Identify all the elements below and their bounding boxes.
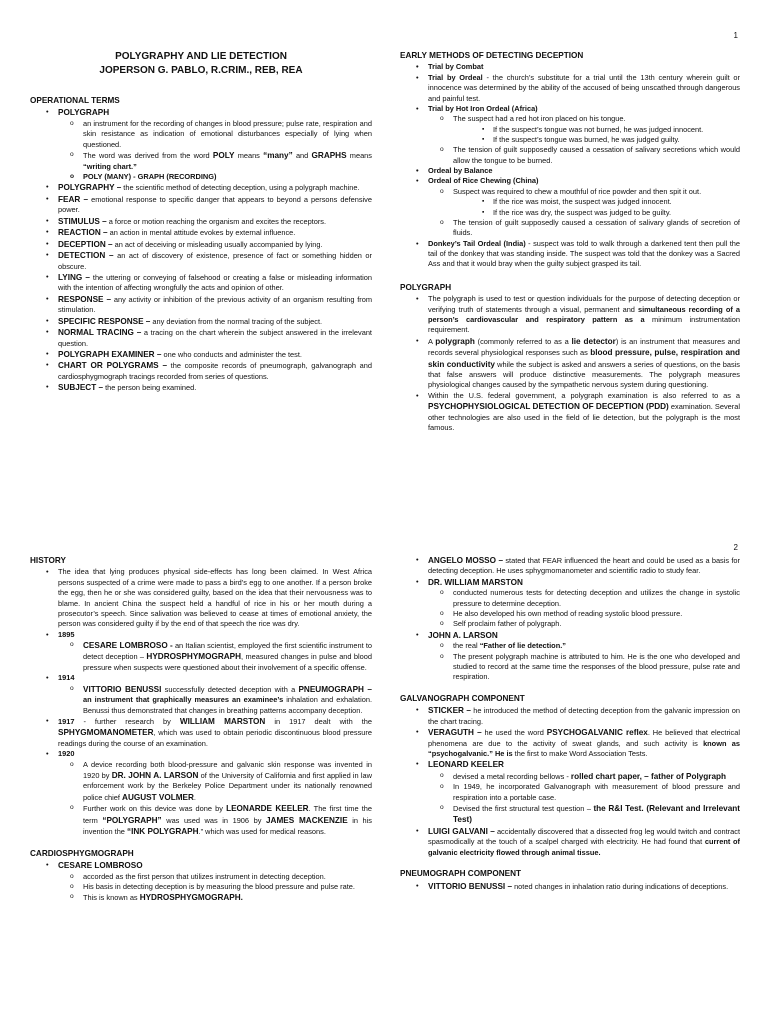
list-item: • The idea that lying produces physical side-effects has long been claimed. In West Africa persons suspected of a crime were made to pass a bird’s egg to one another. If a person broke the egg, then he or she was considered guilty, based on the idea that their nervousness was to blame. In ancient China the suspect held a handful of rice in his or her mouth during a prosecutor’s speech. Since salivation was believed to cease at times of emotional anxiety, the person was considered guilty if by the end of that speech the rice was dry. [30, 567, 372, 629]
list-item: o CESARE LOMBROSO - an Italian scientist, employed the first scientific instrument to detect deception – HYDROSPHYMOGRAPH, measured changes in pulse and blood pressure when suspects were questioned about their involvement of a specific offense. [58, 640, 372, 673]
page2-right-column [400, 555, 740, 892]
list-item: • 1917 - further research by WILLIAM MARSTON in 1917 dealt with the SPHYGMOMANOMETER, which was used to obtain periodic discontinuous blood pressure readings during the course of an examination. [30, 716, 372, 749]
list-item: o His basis in detecting deception is by measuring the blood pressure and pulse rate. [58, 882, 372, 892]
list-item: o Further work on this device was done by LEONARDE KEELER. The first time the term “POLYGRAPH” was used was in 1906 by JAMES MACKENZIE in his invention the “INK POLYGRAPH.” which was used for medical reasons. [58, 803, 372, 837]
list-item: • Ordeal of Rice Chewing (China) o Suspect was required to chew a mouthful of rice powder and then spit it out. ▪ If the rice was moist, the suspect was judged innocent. ▪ If the rice was dry, the suspect was judged to be guilty. o The tension of guilt supposedly caused a cessation of salivary glands of secretion of fluids. [400, 176, 740, 238]
list-item: • The polygraph is used to test or question individuals for the purpose of detecting deception or verifying truth of statements through a visual, permanent and simultaneous recording of a person’s cardiovascular and respiratory pattern as a minimum instrumentation requirement. [400, 294, 740, 335]
section-heading-cardiosphygmograph: CARDIOSPHYGMOGRAPH [30, 848, 134, 858]
page1-left-column [30, 50, 372, 394]
list-item: o Suspect was required to chew a mouthful of rice powder and then spit it out. ▪ If the rice was moist, the suspect was judged innocent. ▪ If the rice was dry, the suspect was judged to be guilty. [428, 187, 740, 218]
list-item: • REACTION – an action in mental attitude evokes by external influence. [30, 227, 372, 238]
list-item: • ANGELO MOSSO – stated that FEAR influenced the heart and could be used as a basis for detecting deception. He uses sphygmomanometer and scientific radio to study fear. [400, 555, 740, 577]
list-item: • CHART OR POLYGRAMS – the composite records of pneumograph, galvanograph and cardiosphygmograph tracings recorded from series of questions. [30, 360, 372, 382]
list-item: o The suspect had a red hot iron placed on his tongue. ▪ If the suspect’s tongue was not burned, he was judged innocent. ▪ If the suspect’s tongue was burned, he was judged guilty. [428, 114, 740, 145]
list-item: o Self proclaim father of polygraph. [428, 619, 740, 629]
early-methods-list [400, 62, 740, 269]
cardio-list [30, 860, 372, 904]
list-item: • STIMULUS – a force or motion reaching the organism and excites the receptors. [30, 216, 372, 227]
list-item: • Ordeal by Balance [400, 166, 740, 176]
list-item: o The tension of guilt supposedly caused a cessation of salivary secretions which would allow the tongue to be burned. [428, 145, 740, 166]
list-item: • A polygraph (commonly referred to as a lie detector) is an instrument that measures and records several physiological responses such as blood pressure, pulse, respiration and skin conductivity while the subject is asked and answers a series of questions, on the basis that false answers will produce distinctive measurements. The polygraph measures physiological changes caused by the sympathetic nervous system during questioning. [400, 336, 740, 391]
pioneers-list [400, 555, 740, 683]
list-item: • POLYGRAPH EXAMINER – one who conducts and administer the test. [30, 349, 372, 360]
list-item: • DECEPTION – an act of deceiving or misleading usually accompanied by lying. [30, 239, 372, 250]
page2-left-column [30, 555, 372, 904]
polygraph-list [400, 294, 740, 433]
list-item: • POLYGRAPHY – the scientific method of detecting deception, using a polygraph machine. [30, 182, 372, 193]
list-item: • JOHN A. LARSON o the real “Father of lie detection.” o The present polygraph machine is attributed to him. He is the one who developed and studied to record at the same time the responses of the blood pressure, pulse rate and respiration. [400, 630, 740, 683]
list-item: • Within the U.S. federal government, a polygraph examination is also referred to as a PSYCHOPHYSIOLOGICAL DETECTION OF DECEPTION (PDD) examination. Several other technologies are also used in the field of lie detection, but the polygraph is the most famous. [400, 391, 740, 434]
term-polygraph: POLYGRAPH [58, 108, 110, 118]
section-heading-operational-terms: OPERATIONAL TERMS [30, 96, 120, 105]
list-item: ▪ If the suspect’s tongue was burned, he was judged guilty. [453, 135, 740, 145]
list-item: o In 1949, he incorporated Galvanograph with measurement of blood pressure and respiration into a portable case. [428, 782, 740, 803]
section-heading-early-methods: EARLY METHODS OF DETECTING DECEPTION [400, 51, 584, 60]
list-item: • SPECIFIC RESPONSE – any deviation from the normal tracing of the subject. [30, 316, 372, 327]
list-item: o accorded as the first person that utilizes instrument in detecting deception. [58, 872, 372, 882]
list-item: o the real “Father of lie detection.” [428, 641, 740, 651]
list-item: • FEAR – emotional response to specific danger that appears to beyond a persons defensive power. [30, 194, 372, 216]
list-item: o an instrument for the recording of changes in blood pressure; pulse rate, respiration and skin resistance as indication of emotional disturbances especially of lying when questioned. [58, 119, 372, 150]
list-item: • CESARE LOMBROSO o accorded as the first person that utilizes instrument in detecting deception. o His basis in detecting deception is by measuring the blood pressure and pulse rate. o This is known as HYDROSPHYGMOGRAPH. [30, 860, 372, 904]
list-item: • LYING – the uttering or conveying of falsehood or creating a false or misleading information with the intention of affecting wrongfully the acts and opinion of other. [30, 272, 372, 294]
list-item: • 1895 o CESARE LOMBROSO - an Italian scientist, employed the first scientific instrument to detect deception – HYDROSPHYMOGRAPH, measured changes in pulse and blood pressure when suspects were questioned about their involvement of a specific offense. [30, 630, 372, 674]
list-item: • Donkey’s Tail Ordeal (India) - suspect was told to walk through a darkened tent then pull the tail of the donkey that was standing inside. The suspect was told that the donkey was a Sacred Ass and that it would bray when the guilty subject grasped its tail. [400, 239, 740, 270]
section-heading-pneumograph: PNEUMOGRAPH COMPONENT [400, 869, 521, 879]
list-item: o VITTORIO BENUSSI successfully detected deception with a PNEUMOGRAPH – an instrument that graphically measures an examinee’s inhalation and exhalation. Benussi thus demonstrated that changes in breathing patterns accompany deception. [58, 684, 372, 716]
list-item: o The present polygraph machine is attributed to him. He is the one who developed and studied to record at the same time the responses of the blood pressure, pulse rate and respiration. [428, 652, 740, 683]
list-item: o A device recording both blood-pressure and galvanic skin response was invented in 1920 by DR. JOHN A. LARSON of the University of California and first applied in law enforcement work by the Berkeley Police Department under its nationally renowned police chief AUGUST VOLMER. [58, 760, 372, 804]
page-number: 1 [733, 31, 738, 40]
page1-right-column [400, 50, 740, 433]
list-item: • NORMAL TRACING – a tracing on the chart wherein the subject answered in the irrelevant question. [30, 327, 372, 349]
history-list [30, 567, 372, 837]
document-page-2 [0, 512, 768, 1024]
list-item: • RESPONSE – any activity or inhibition of the previous activity of an organism resulting from stimulation. [30, 294, 372, 316]
document-title: POLYGRAPHY AND LIE DETECTION [115, 51, 287, 62]
list-item: o The tension of guilt supposedly caused a cessation of salivary glands of secretion of fluids. [428, 218, 740, 239]
list-item: o He also developed his own method of reading systolic blood pressure. [428, 609, 740, 619]
section-heading-galvanograph: GALVANOGRAPH COMPONENT [400, 693, 525, 703]
list-item: o Devised the first structural test question – the R&I Test. (Relevant and Irrelevant Test) [428, 803, 740, 826]
list-item: o conducted numerous tests for detecting deception and utilizes the change in systolic pressure to determine deception. [428, 588, 740, 609]
list-item: ▪ If the rice was moist, the suspect was judged innocent. [453, 197, 740, 207]
list-item: o POLY (MANY) - GRAPH (RECORDING) [58, 172, 372, 182]
list-item: • SUBJECT – the person being examined. [30, 382, 372, 393]
list-item: • STICKER – he introduced the method of detecting deception from the galvanic impression on the chart tracing. [400, 705, 740, 727]
section-heading-polygraph: POLYGRAPH [400, 282, 452, 292]
list-item: • VERAGUTH – he used the word PSYCHOGALVANIC reflex. He believed that electrical phenomena are due to the activity of sweat glands, and such activity is known as “psychogalvanic.” He is the first to make Word Association Tests. [400, 727, 740, 759]
operational-terms-list [30, 107, 372, 393]
document-author: JOPERSON G. PABLO, R.CRIM., REB, REA [99, 64, 303, 76]
list-item: • DETECTION – an act of discovery of existence, presence of fact or something hidden or obscure. [30, 250, 372, 272]
list-item: • 1920 o A device recording both blood-pressure and galvanic skin response was invented in 1920 by DR. JOHN A. LARSON of the University of California and first applied in law enforcement work by the Berkeley Police Department under its nationally renowned police chief AUGUST VOLMER. o Further work on this device was done by LEONARDE KEELER. The first time the term “POLYGRAPH” was used was in 1906 by JAMES MACKENZIE in his invention the “INK POLYGRAPH.” which was used for medical reasons. [30, 749, 372, 838]
list-item: o The word was derived from the word POLY means “many” and GRAPHS means “writing chart.” [58, 150, 372, 172]
list-item: o This is known as HYDROSPHYGMOGRAPH. [58, 892, 372, 903]
list-item: • VITTORIO BENUSSI – noted changes in inhalation ratio during indications of deceptions. [400, 881, 740, 892]
list-item: ▪ If the suspect’s tongue was not burned, he was judged innocent. [453, 125, 740, 135]
list-item: • DR. WILLIAM MARSTON o conducted numerous tests for detecting deception and utilizes the change in systolic pressure to determine deception. o He also developed his own method of reading systolic blood pressure. o Self proclaim father of polygraph. [400, 577, 740, 630]
list-item: • Trial by Ordeal - the church’s substitute for a trial until the 13th century wherein guilt or innocence was determined by the ability of the accused of being unscathed through dangerous and painful test. [400, 73, 740, 104]
list-item: • Trial by Combat [400, 62, 740, 72]
pneumograph-list [400, 881, 740, 892]
galvanograph-list [400, 705, 740, 858]
list-item [30, 107, 372, 182]
list-item: • 1914 o VITTORIO BENUSSI successfully detected deception with a PNEUMOGRAPH – an instrument that graphically measures an examinee’s inhalation and exhalation. Benussi thus demonstrated that changes in breathing patterns accompany deception. [30, 673, 372, 716]
list-item: • LUIGI GALVANI – accidentally discovered that a dissected frog leg would twitch and contract spasmodically at the touch of a scalpel charged with electricity. He had found that current of galvanic electricity flowed through animal tissue. [400, 826, 740, 858]
list-item: o devised a metal recording bellows - rolled chart paper, – father of Polygraph [428, 771, 740, 782]
page-number: 2 [733, 543, 738, 552]
list-item: • LEONARD KEELER o devised a metal recording bellows - rolled chart paper, – father of Polygraph o In 1949, he incorporated Galvanograph with measurement of blood pressure and respiration into a portable case. o Devised the first structural test question – the R&I Test. (Relevant and Irrelevant Test) [400, 759, 740, 826]
list-item: • Trial by Hot Iron Ordeal (Africa) o The suspect had a red hot iron placed on his tongue. ▪ If the suspect’s tongue was not burned, he was judged innocent. ▪ If the suspect’s tongue was burned, he was judged guilty. o The tension of guilt supposedly caused a cessation of salivary secretions which would allow the tongue to be burned. [400, 104, 740, 166]
list-item: ▪ If the rice was dry, the suspect was judged to be guilty. [453, 208, 740, 218]
section-heading-history: HISTORY [30, 556, 66, 565]
